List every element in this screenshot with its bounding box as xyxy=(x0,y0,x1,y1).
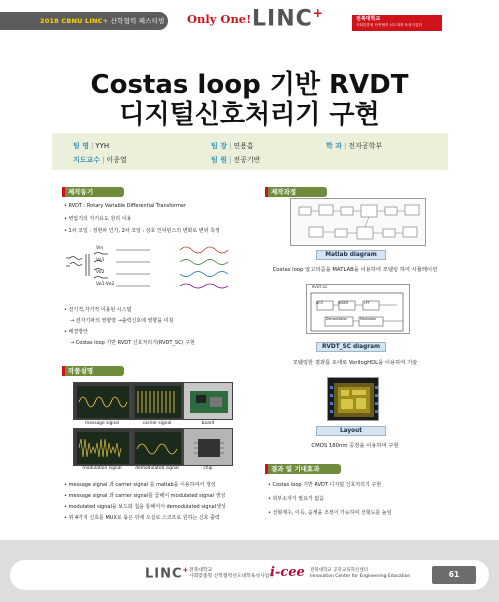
rvdt-sc-diagram-label: RVDT_SC diagram xyxy=(316,342,386,352)
photo-caption-demodulated: demodulated signal xyxy=(135,466,179,471)
motivation-bullet-4: • 전기적,자기적 이용된 시스템 xyxy=(64,307,132,313)
header xyxy=(0,0,499,40)
dept-row: 학 과 | 전자공학부 xyxy=(326,142,383,150)
linc-logo-text: LINC xyxy=(252,6,313,32)
result-bullet-1: • Costas loop 기반 RVDT 디지털 신호처리기 구현 xyxy=(268,482,382,488)
festival-ribbon xyxy=(0,12,168,30)
member-value: 전공기반 xyxy=(233,156,261,164)
team-name-value: YYH xyxy=(95,142,110,150)
block-label-lpf: LPF xyxy=(364,301,370,305)
leader-row: 팀 장 | 연용흠 xyxy=(211,142,254,150)
work-bullet-1: • message signal 과 carrier signal 를 matlab을 이용하여서 생성 xyxy=(64,482,216,488)
work-bullet-2: • message signal 과 carrier signal를 곱해서 modulated signal 생성 xyxy=(64,493,226,499)
advisor-value: 이종열 xyxy=(106,156,127,164)
signal-label-vo1-vo2: Vo1-Vo2 xyxy=(96,282,115,287)
linc-logo xyxy=(252,6,324,31)
photo-caption-modulation: modulation signal xyxy=(82,466,122,471)
modulation-signal-photo xyxy=(73,428,131,466)
signal-label-vo2: Vo2 xyxy=(96,270,105,275)
footer-univ-name: 전북대학교 xyxy=(189,568,213,573)
chip-photo xyxy=(183,428,233,466)
section-title-process: 제작과정 xyxy=(265,187,327,197)
work-bullet-4: • 위 4가지 신호를 MUX로 묶은 뒤에 오실로 스코프로 원하는 신호 출력 xyxy=(64,515,220,521)
footer-univ-program: 사회맞춤형 산학협력선도대학육성사업단 xyxy=(189,574,274,579)
message-signal-photo xyxy=(73,382,131,420)
layout-label: Layout xyxy=(316,426,386,436)
footer-linc-plus: + xyxy=(182,566,190,574)
footer-icee-en: Innovation Center for Engineering Education xyxy=(310,574,411,579)
university-badge xyxy=(352,15,442,31)
footer-icee-logo: i-cee xyxy=(270,565,305,580)
university-name: 전북대학교 xyxy=(356,16,381,22)
footer-icee-text xyxy=(310,568,410,580)
motivation-bullet-5: → 전자기파의 영향령 →출력신호에 영향을 미침 xyxy=(70,318,174,324)
section-title-work-desc: 작품설명 xyxy=(62,366,124,376)
member-row: 팀 원 | 전공기반 xyxy=(211,156,261,164)
footer-linc-logo xyxy=(145,566,189,581)
leader-value: 연용흠 xyxy=(233,142,254,150)
matlab-diagram-figure xyxy=(290,198,426,246)
layout-caption: CMOS 180nm 공정을 이용하여 구현 xyxy=(311,443,399,449)
photo-caption-board: board xyxy=(201,421,215,426)
chip-layout-figure xyxy=(327,377,379,421)
ribbon-suffix: 산학협력 페스티벌 xyxy=(110,17,165,25)
member-label: 팀 원 xyxy=(211,156,227,164)
university-program: 사회맞춤형 산학협력 선도대학 육성사업단 xyxy=(356,23,422,27)
result-bullet-2: • 외부소자가 필요가 없음 xyxy=(268,496,325,502)
only-one-slogan: Only One! xyxy=(187,12,252,26)
carrier-signal-photo xyxy=(131,382,183,420)
photo-caption-message: message signal xyxy=(84,421,120,426)
team-name-row: 팀 명 | YYH xyxy=(73,142,110,150)
matlab-diagram-caption: Costas loop 알고리즘을 MATLAB을 이용하여 모델링 하여 시뮬레이션 xyxy=(272,267,438,273)
rvdt-sc-diagram-caption: 모델링한 결과를 토대로 VerilogHDL을 이용하여 기술 xyxy=(292,360,418,366)
matlab-diagram-label: Matlab diagram xyxy=(316,250,386,260)
advisor-row: 지도교수 | 이종열 xyxy=(73,156,127,164)
photo-caption-chip: chip xyxy=(203,466,213,471)
page-number: 61 xyxy=(432,566,476,584)
advisor-label: 지도교수 xyxy=(73,156,101,164)
rvdt-sc-diagram-title: RVDT-SC xyxy=(312,285,328,289)
dept-label: 학 과 xyxy=(326,142,342,150)
result-bullet-3: • 선형계수, 이득, 옵셋을 조정이 가능하여 선형도를 높임 xyxy=(268,510,392,516)
motivation-bullet-1: • RVDT : Rotary Variable Differential Transformer xyxy=(64,203,187,209)
vo1-minus-vo2-waveform xyxy=(180,284,228,288)
block-label-demodulator: Demodulator xyxy=(326,317,347,321)
footer-linc-text: LINC xyxy=(145,566,183,582)
leader-label: 팀 장 xyxy=(211,142,227,150)
section-title-motivation: 제작동기 xyxy=(62,187,124,197)
poster-title-line1: Costas loop 기반 RVDT xyxy=(90,70,409,100)
work-bullet-3: • modulated signal을 보드와 칩을 통해서서 demodulated signal생성 xyxy=(64,504,226,510)
poster-title-line2: 디지털신호처리기 구현 xyxy=(119,100,380,130)
signal-label-vin: Vin xyxy=(96,246,104,251)
signal-label-vo1: Vo1 xyxy=(96,258,105,263)
demodulated-signal-photo xyxy=(131,428,183,466)
motivation-bullet-7: → Costas loop 기반 RVDT 신호처리기(RVDT_SC) 구현 xyxy=(70,340,195,346)
footer-university xyxy=(189,568,274,580)
block-label-modulator: Modulator xyxy=(360,317,377,321)
rvdt-signal-figure xyxy=(64,240,240,294)
block-label-nco: NCO xyxy=(316,301,324,305)
block-label-mixer: MIXER xyxy=(338,301,349,305)
ribbon-prefix: 2018 CBNU LINC+ xyxy=(40,17,109,25)
motivation-bullet-2: • 변압기의 자기유도 원리 이용 xyxy=(64,216,132,222)
vo2-waveform xyxy=(180,272,228,277)
footer-icee-kr: 전북대학교 공학교육혁신센터 xyxy=(310,568,368,573)
vin-waveform xyxy=(180,247,228,253)
linc-plus-mark: + xyxy=(312,6,324,20)
vo1-waveform xyxy=(180,260,228,265)
dept-value: 전자공학부 xyxy=(348,142,383,150)
team-name-label: 팀 명 xyxy=(73,142,89,150)
photo-caption-carrier: carrier signal xyxy=(142,421,172,426)
rvdt-sc-diagram-figure xyxy=(306,284,410,334)
board-photo xyxy=(183,382,233,420)
motivation-bullet-3: • 1차 코일 : 정현파 인가, 2차 코일 : 상호 인덕턴스의 변화로 변위 측정 xyxy=(64,228,220,234)
section-title-result: 결과 및 기대효과 xyxy=(265,464,341,474)
motivation-bullet-6: • 해결방안 xyxy=(64,329,88,335)
